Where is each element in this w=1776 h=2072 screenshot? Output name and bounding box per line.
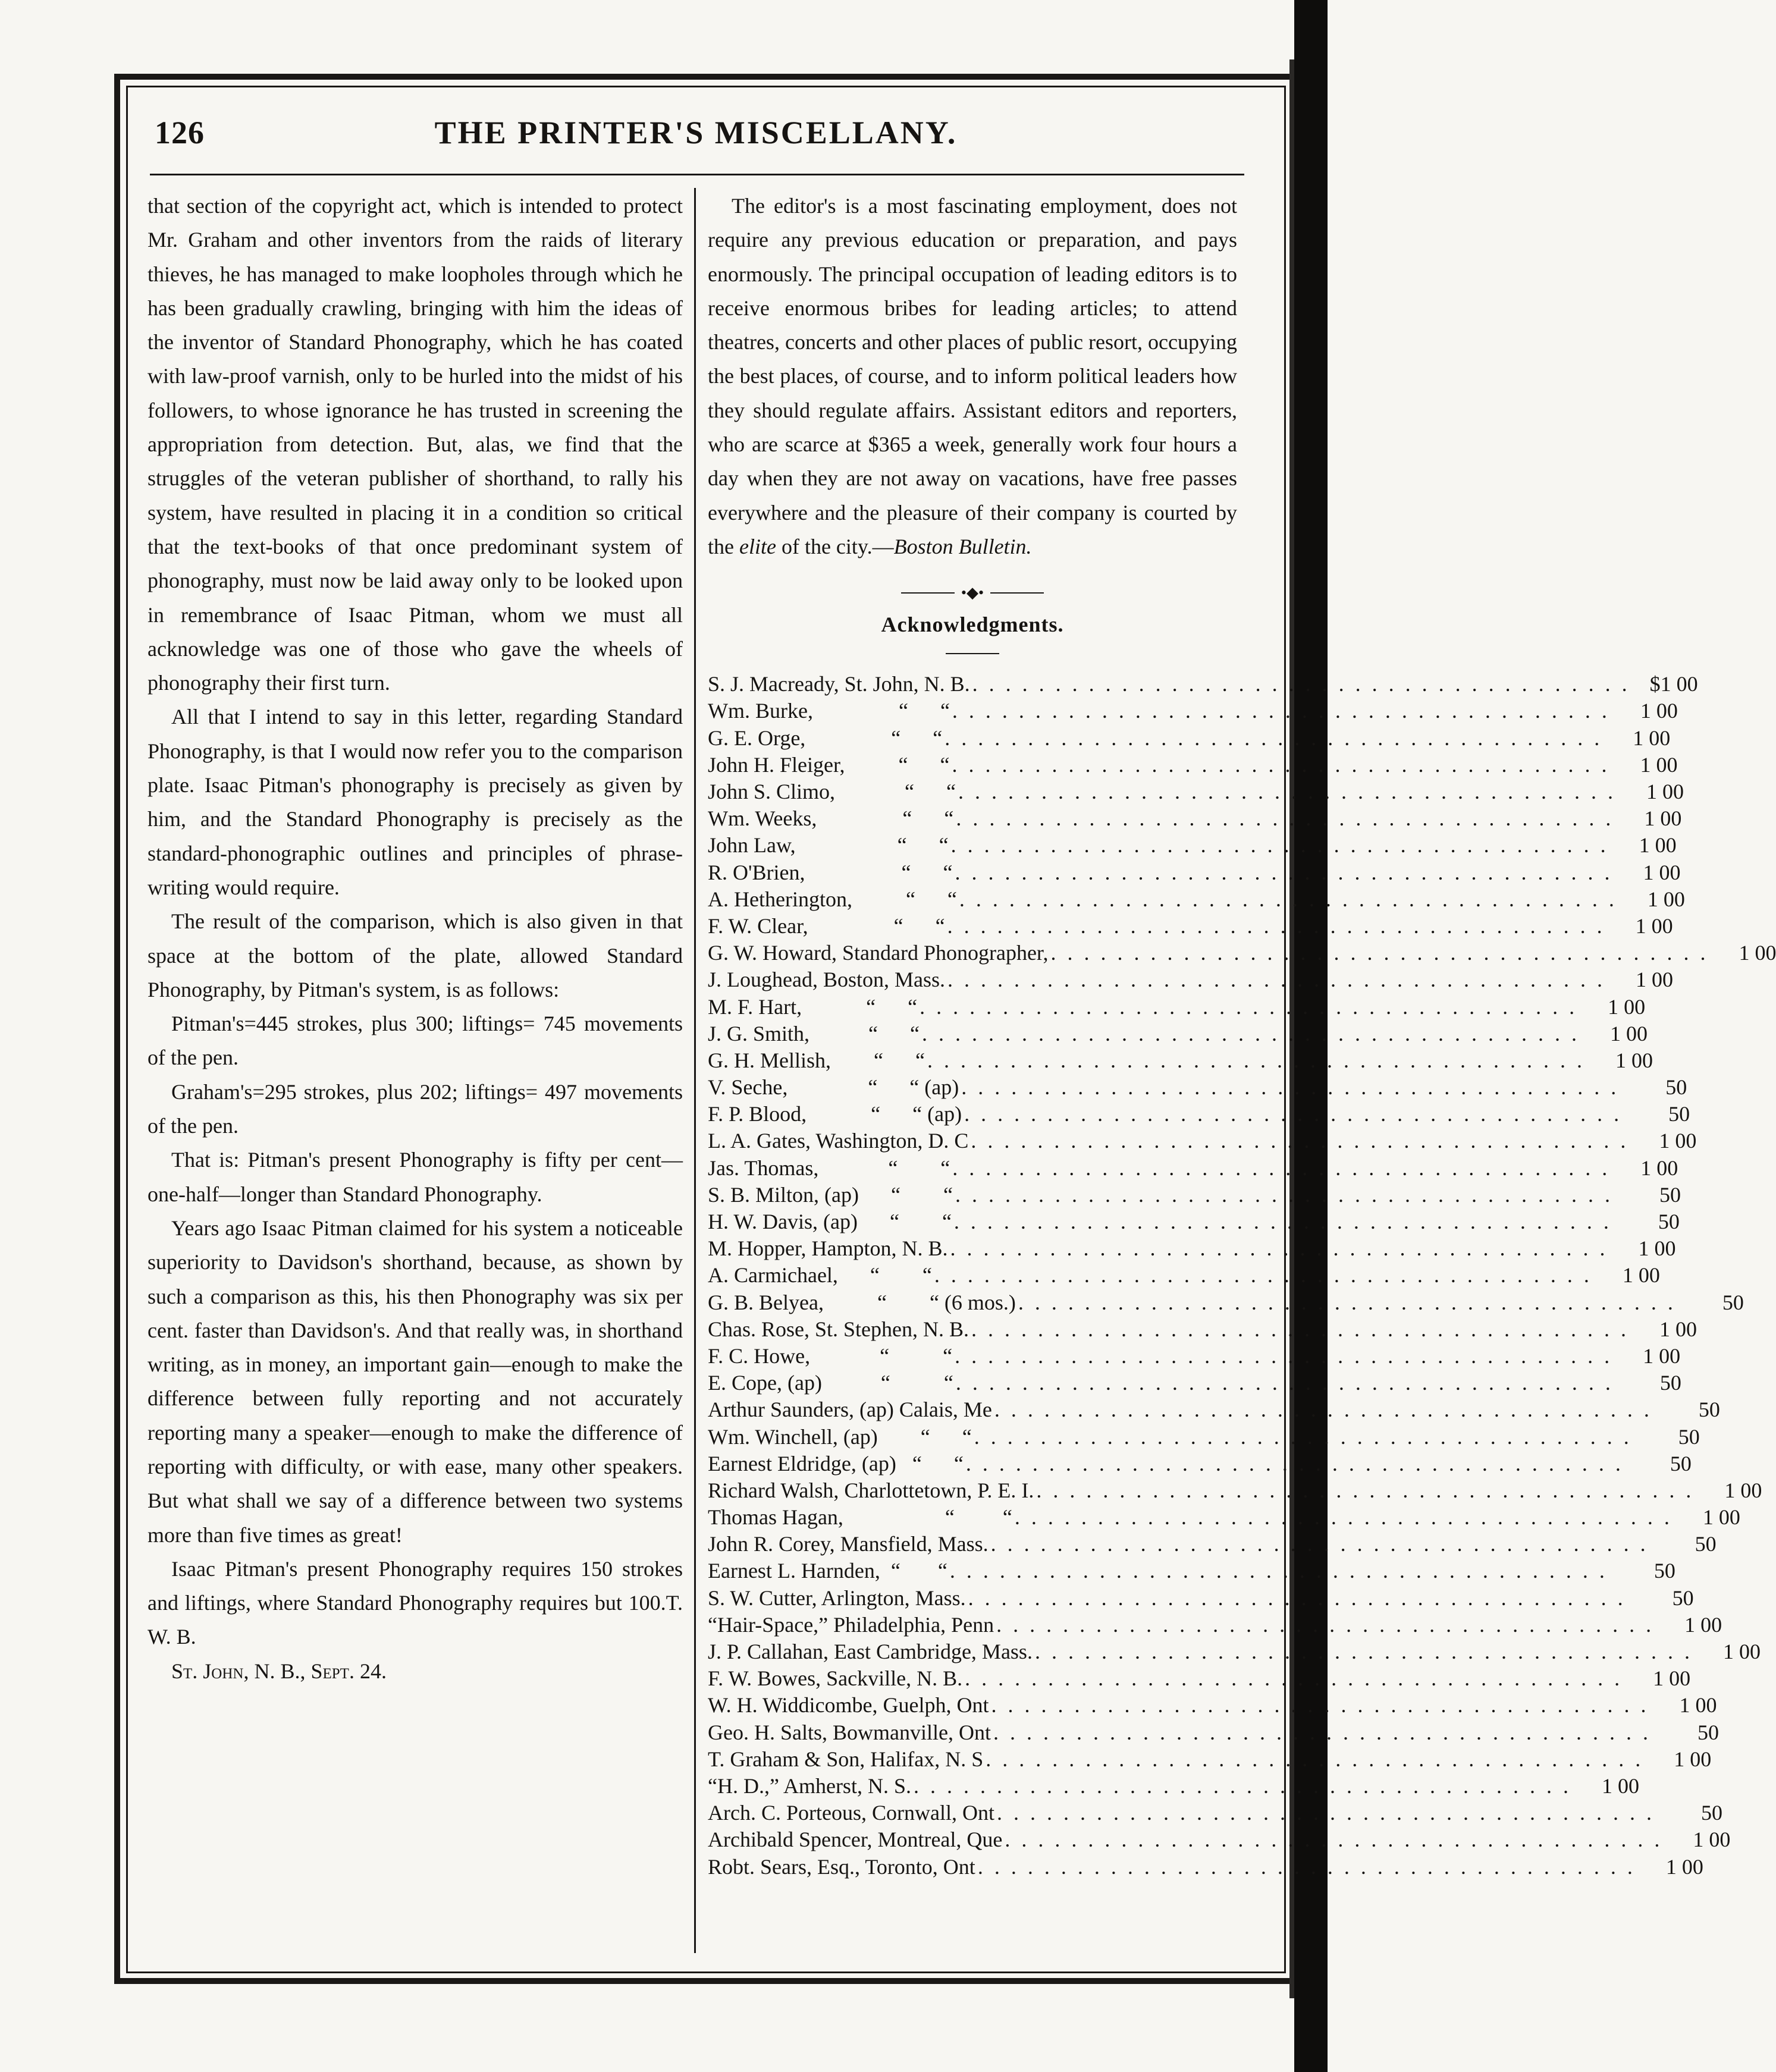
list-item [708, 1343, 1681, 1370]
ack-amount: 50 [1678, 1424, 1700, 1449]
dot-leader: . . . . . . . . . . . . . . . . . . . . . . . . . . . . . . . . . . . . . . . . [949, 1559, 1608, 1583]
list-item [708, 1262, 1660, 1289]
ack-name: Arch. C. Porteous, Cornwall, Ont [708, 1801, 994, 1825]
dot-leader: . . . . . . . . . . . . . . . . . . . . . . . . . . . . . . . . . . . . . . . . [968, 1586, 1626, 1610]
ack-amount: 1 00 [1643, 1343, 1681, 1368]
dot-leader: . . . . . . . . . . . . . . . . . . . . . . . . . . . . . . . . . . . . . . . . [991, 1693, 1649, 1718]
ack-amount: 50 [1659, 1182, 1681, 1207]
dot-leader: . . . . . . . . . . . . . . . . . . . . . . . . . . . . . . . . . . . . . . . . [972, 672, 1630, 696]
ack-name: J. G. Smith, “ “ [708, 1021, 920, 1046]
paragraph: All that I intend to say in this letter, regarding Standard Phonography, is that I would now refer you to the comparison plate. Isaac Pitman's phonography is precisely as given by him, and the Standard Phonography is precisely as the standard-phonographic outlines and principles of phrase-writing would require. [148, 705, 683, 899]
running-title: THE PRINTER'S MISCELLANY. [434, 115, 958, 150]
dot-leader: . . . . . . . . . . . . . . . . . . . . . . . . . . . . . . . . . . . . . . . . [1036, 1478, 1695, 1502]
ack-name: S. B. Milton, (ap) “ “ [708, 1182, 953, 1207]
dot-leader: . . . . . . . . . . . . . . . . . . . . . . . . . . . . . . . . . . . . . . . . [950, 833, 1609, 858]
dot-leader: . . . . . . . . . . . . . . . . . . . . . . . . . . . . . . . . . . . . . . . . [952, 1156, 1611, 1180]
paragraph: The result of the comparison, which is also given in that space at the bottom of the plate, allowed Standard Phonography, by Pitman's system, is as follows: [148, 909, 683, 1002]
editor-text-end: of the city.— [776, 534, 894, 558]
ack-amount: 50 [1700, 1801, 1722, 1825]
ack-name: G. E. Orge, “ “ [708, 726, 943, 750]
dot-leader: . . . . . . . . . . . . . . . . . . . . . . . . . . . . . . . . . . . . . . . . [965, 1666, 1623, 1691]
ack-amount: 50 [1668, 1102, 1690, 1126]
ack-amount: 1 00 [1639, 833, 1677, 858]
ack-amount: 50 [1665, 1075, 1687, 1100]
dot-leader: . . . . . . . . . . . . . . . . . . . . . . . . . . . . . . . . . . . . . . . . [955, 1371, 1614, 1395]
ack-name: A. Hetherington, “ “ [708, 887, 957, 911]
list-item [708, 1719, 1719, 1746]
dot-leader: . . . . . . . . . . . . . . . . . . . . . . . . . . . . . . . . . . . . . . . . [971, 1129, 1629, 1153]
list-item [708, 1854, 1703, 1881]
dot-leader: . . . . . . . . . . . . . . . . . . . . . . . . . . . . . . . . . . . . . . . . [947, 968, 1605, 992]
ack-name: W. H. Widdicombe, Guelph, Ont [708, 1693, 989, 1718]
elite-word: elite [739, 534, 776, 558]
list-item [708, 1155, 1678, 1182]
ack-name: Wm. Winchell, (ap) “ “ [708, 1424, 972, 1449]
acknowledgments-heading: Acknowledgments. [881, 613, 1064, 637]
list-item [708, 1182, 1681, 1208]
ack-amount: 1 00 [1674, 1747, 1712, 1771]
dot-leader: . . . . . . . . . . . . . . . . . . . . . . . . . . . . . . . . . . . . . . . . [955, 1343, 1613, 1368]
ack-name: J. Loughead, Boston, Mass. [708, 968, 945, 992]
ack-amount: 1 00 [1679, 1693, 1717, 1718]
ack-amount: 1 00 [1622, 1263, 1660, 1288]
ornament-glyph: •◆• [961, 584, 984, 602]
list-item [708, 913, 1673, 940]
list-item [708, 1074, 1687, 1101]
list-item [708, 1047, 1653, 1074]
ack-amount: 1 00 [1722, 1640, 1761, 1664]
ack-amount: 1 00 [1644, 806, 1682, 831]
ack-amount: 1 00 [1601, 1773, 1639, 1798]
list-item [708, 1424, 1700, 1451]
dot-leader: . . . . . . . . . . . . . . . . . . . . . . . . . . . . . . . . . . . . . . . . [965, 1451, 1624, 1475]
dot-leader: . . . . . . . . . . . . . . . . . . . . . . . . . . . . . . . . . . . . . . . . [947, 913, 1605, 938]
ack-amount: 1 00 [1640, 1156, 1678, 1180]
right-column [708, 189, 1776, 1881]
dot-leader: . . . . . . . . . . . . . . . . . . . . . . . . . . . . . . . . . . . . . . . . [994, 1398, 1652, 1422]
dot-leader: . . . . . . . . . . . . . . . . . . . . . . . . . . . . . . . . . . . . . . . . [934, 1263, 1592, 1288]
ack-name: S. W. Cutter, Arlington, Mass. [708, 1586, 966, 1610]
list-item [708, 1021, 1648, 1047]
ack-name: Earnest L. Harnden, “ “ [708, 1559, 947, 1583]
paragraph [148, 1552, 683, 1655]
list-item [708, 859, 1681, 886]
ack-amount: 1 00 [1608, 994, 1646, 1019]
ack-name: J. P. Callahan, East Cambridge, Mass. [708, 1640, 1033, 1664]
list-item [708, 1585, 1694, 1612]
list-item [708, 940, 1776, 966]
dot-leader: . . . . . . . . . . . . . . . . . . . . . . . . . . . . . . . . . . . . . . . . [974, 1424, 1632, 1449]
ack-name: M. F. Hart, “ “ [708, 994, 918, 1019]
list-item [708, 805, 1682, 832]
ack-amount: 1 00 [1702, 1505, 1740, 1530]
ack-amount: 50 [1653, 1559, 1675, 1583]
ack-name: Thomas Hagan, “ “ [708, 1505, 1012, 1530]
ack-amount: 50 [1695, 1532, 1717, 1556]
ornament-line-left [901, 592, 955, 594]
ack-amount: 1 00 [1659, 1129, 1697, 1153]
ack-amount: 50 [1659, 1371, 1681, 1395]
ack-name: F. W. Bowes, Sackville, N. B. [708, 1666, 963, 1691]
list-item [708, 1477, 1762, 1504]
acknowledgments-list [708, 671, 1776, 1880]
list-item [708, 1638, 1761, 1665]
dot-leader: . . . . . . . . . . . . . . . . . . . . . . . . . . . . . . . . . . . . . . . . [977, 1854, 1636, 1879]
list-item [708, 832, 1677, 859]
list-item [708, 1746, 1712, 1773]
ack-name: John R. Corey, Mansfield, Mass. [708, 1532, 989, 1556]
list-item [708, 886, 1685, 913]
dot-leader: . . . . . . . . . . . . . . . . . . . . . . . . . . . . . . . . . . . . . . . . [955, 1182, 1613, 1207]
ack-name: Jas. Thomas, “ “ [708, 1156, 950, 1180]
running-header [143, 114, 1249, 162]
list-item [708, 1773, 1639, 1800]
dot-leader: . . . . . . . . . . . . . . . . . . . . . . . . . . . . . . . . . . . . . . . . [986, 1747, 1644, 1771]
dot-leader: . . . . . . . . . . . . . . . . . . . . . . . . . . . . . . . . . . . . . . . . [996, 1612, 1655, 1637]
ack-name: F. W. Clear, “ “ [708, 913, 945, 938]
ack-amount: 1 00 [1665, 1854, 1703, 1879]
ack-amount: $1 00 [1649, 672, 1698, 696]
list-item [708, 752, 1678, 778]
ack-name: G. B. Belyea, “ “ (6 mos.) [708, 1290, 1016, 1314]
column-rule [694, 188, 696, 1953]
ack-name: Richard Walsh, Charlottetown, P. E. I. [708, 1478, 1034, 1502]
list-item [708, 1558, 1675, 1584]
ack-amount: 1 00 [1659, 1317, 1697, 1341]
list-item [708, 1208, 1680, 1235]
ack-amount: 50 [1722, 1290, 1744, 1314]
dot-leader: . . . . . . . . . . . . . . . . . . . . . . . . . . . . . . . . . . . . . . . . [1005, 1828, 1663, 1852]
editor-text: The editor's is a most fascinating employment, does not require any previous education or preparation, and pays enormously. The principal occupation of leading editors is to receive enormous bribes for leading articles; to attend theatres, concerts and other places of public resort, occupying the best places, of course, and to inform political leaders how they should regulate affairs. Assistant editors and reporters, who are scarce at $365 a week, generally work four hours a day when they are not away on vacations, have free passes everywhere and the pleasure of their company is courted by the [708, 194, 1237, 558]
list-item [708, 1665, 1691, 1692]
dot-leader: . . . . . . . . . . . . . . . . . . . . . . . . . . . . . . . . . . . . . . . . [952, 699, 1610, 723]
dot-leader: . . . . . . . . . . . . . . . . . . . . . . . . . . . . . . . . . . . . . . . . [955, 860, 1613, 884]
list-item [708, 1531, 1717, 1558]
paragraph: Graham's=295 strokes, plus 202; liftings= 497 movements of the pen. [148, 1079, 683, 1138]
ack-name: M. Hopper, Hampton, N. B. [708, 1236, 948, 1261]
paragraph: Pitman's=445 strokes, plus 300; liftings= 745 movements of the pen. [148, 1012, 683, 1070]
dot-leader: . . . . . . . . . . . . . . . . . . . . . . . . . . . . . . . . . . . . . . . . [1034, 1640, 1693, 1664]
ack-name: F. C. Howe, “ “ [708, 1343, 953, 1368]
closing-text: Isaac Pitman's present Phonography requires 150 strokes and liftings, where Standard Phonography requires but 100. [148, 1556, 683, 1615]
ack-name: Geo. H. Salts, Bowmanville, Ont [708, 1720, 991, 1744]
editor-paragraph [708, 189, 1237, 564]
list-item [708, 1800, 1722, 1826]
ack-amount: 1 00 [1643, 860, 1681, 884]
list-item [708, 725, 1671, 752]
list-item [708, 698, 1678, 724]
dot-leader: . . . . . . . . . . . . . . . . . . . . . . . . . . . . . . . . . . . . . . . . [990, 1532, 1649, 1556]
ack-name: Archibald Spencer, Montreal, Que [708, 1828, 1003, 1852]
ornament-line-right [990, 592, 1044, 594]
ack-name: F. P. Blood, “ “ (ap) [708, 1102, 962, 1126]
ack-name: Robt. Sears, Esq., Toronto, Ont [708, 1854, 975, 1879]
ack-amount: 1 00 [1615, 1048, 1653, 1072]
dot-leader: . . . . . . . . . . . . . . . . . . . . . . . . . . . . . . . . . . . . . . . . [913, 1773, 1571, 1798]
list-item [708, 1235, 1676, 1262]
ack-amount: 1 00 [1724, 1478, 1762, 1502]
signature: T. W. B. [148, 1591, 683, 1649]
list-item [708, 1101, 1690, 1128]
list-item [708, 1128, 1697, 1154]
dot-leader: . . . . . . . . . . . . . . . . . . . . . . . . . . . . . . . . . . . . . . . . [958, 780, 1617, 804]
header-rule [150, 174, 1244, 175]
ack-name: R. O'Brien, “ “ [708, 860, 953, 884]
ack-name: G. W. Howard, Standard Phonographer, [708, 941, 1049, 965]
ack-name: “H. D.,” Amherst, N. S. [708, 1773, 911, 1798]
ack-amount: 1 00 [1739, 941, 1776, 965]
dot-leader: . . . . . . . . . . . . . . . . . . . . . . . . . . . . . . . . . . . . . . . . [927, 1048, 1585, 1072]
ack-name: T. Graham & Son, Halifax, N. S [708, 1747, 984, 1771]
ack-amount: 1 00 [1610, 1021, 1648, 1046]
dot-leader: . . . . . . . . . . . . . . . . . . . . . . . . . . . . . . . . . . . . . . . . [950, 1236, 1608, 1261]
dot-leader: . . . . . . . . . . . . . . . . . . . . . . . . . . . . . . . . . . . . . . . . [922, 1021, 1580, 1046]
ack-amount: 50 [1697, 1720, 1719, 1744]
list-item [708, 1289, 1744, 1316]
dot-leader: . . . . . . . . . . . . . . . . . . . . . . . . . . . . . . . . . . . . . . . . [996, 1801, 1655, 1825]
list-item [708, 1692, 1717, 1719]
ornament-divider [901, 584, 1044, 602]
ack-name: G. H. Mellish, “ “ [708, 1048, 925, 1072]
ack-amount: 50 [1658, 1210, 1680, 1234]
ack-amount: 50 [1698, 1398, 1720, 1422]
ack-amount: 50 [1672, 1586, 1694, 1610]
ack-name: John S. Climo, “ “ [708, 780, 956, 804]
list-item [708, 1451, 1692, 1477]
ack-name: Arthur Saunders, (ap) Calais, Me [708, 1398, 992, 1422]
dot-leader: . . . . . . . . . . . . . . . . . . . . . . . . . . . . . . . . . . . . . . . . [953, 1210, 1612, 1234]
ack-name: A. Carmichael, “ “ [708, 1263, 932, 1288]
ack-name: Wm. Burke, “ “ [708, 699, 950, 723]
ack-amount: 1 00 [1646, 780, 1684, 804]
ack-name: S. J. Macready, St. John, N. B. [708, 672, 970, 696]
heading-rule [946, 653, 999, 654]
ack-amount: 50 [1670, 1451, 1692, 1475]
ack-amount: 1 00 [1640, 752, 1678, 777]
source-citation: Boston Bulletin. [893, 534, 1032, 558]
dot-leader: . . . . . . . . . . . . . . . . . . . . . . . . . . . . . . . . . . . . . . . . [964, 1102, 1623, 1126]
ack-name: John Law, “ “ [708, 833, 949, 858]
list-item [708, 1316, 1697, 1343]
ack-name: V. Seche, “ “ (ap) [708, 1075, 959, 1100]
left-column [148, 189, 683, 1688]
ack-amount: 1 00 [1633, 726, 1671, 750]
paragraph: That is: Pitman's present Phonography is fifty per cent—one-half—longer than Standard Phonography. [148, 1148, 683, 1206]
ack-name: Wm. Weeks, “ “ [708, 806, 954, 831]
ack-amount: 1 00 [1684, 1612, 1722, 1637]
dot-leader: . . . . . . . . . . . . . . . . . . . . . . . . . . . . . . . . . . . . . . . . [1014, 1505, 1673, 1530]
list-item [708, 1826, 1731, 1853]
dot-leader: . . . . . . . . . . . . . . . . . . . . . . . . . . . . . . . . . . . . . . . . [959, 887, 1617, 911]
dot-leader: . . . . . . . . . . . . . . . . . . . . . . . . . . . . . . . . . . . . . . . . [956, 806, 1614, 831]
dot-leader: . . . . . . . . . . . . . . . . . . . . . . . . . . . . . . . . . . . . . . . . [993, 1720, 1651, 1744]
ack-amount: 1 00 [1640, 699, 1678, 723]
ack-name: “Hair-Space,” Philadelphia, Penn [708, 1612, 994, 1637]
ack-name: Earnest Eldridge, (ap) “ “ [708, 1451, 964, 1475]
ack-amount: 1 00 [1647, 887, 1685, 911]
dot-leader: . . . . . . . . . . . . . . . . . . . . . . . . . . . . . . . . . . . . . . . . [961, 1075, 1620, 1100]
paragraph: Years ago Isaac Pitman claimed for his system a noticeable superiority to Davidson's shorthand, because, as shown by such a comparison as this, his then Phonography was six per cent. faster than Davidson's. And that really was, in shorthand writing, as in money, an important gain—enough to make the difference between fully reporting and not accurately reporting many a speaker—enough to make the difference of reporting with difficulty, or with ease, many other speakers. But what shall we say of a difference between two systems more than five times as great! [148, 1216, 683, 1547]
page-number: 126 [155, 115, 205, 150]
dot-leader: . . . . . . . . . . . . . . . . . . . . . . . . . . . . . . . . . . . . . . . . [952, 752, 1610, 777]
ack-amount: 1 00 [1653, 1666, 1691, 1691]
dot-leader: . . . . . . . . . . . . . . . . . . . . . . . . . . . . . . . . . . . . . . . . [1050, 941, 1709, 965]
ack-name: E. Cope, (ap) “ “ [708, 1371, 953, 1395]
ack-name: John H. Fleiger, “ “ [708, 752, 950, 777]
dot-leader: . . . . . . . . . . . . . . . . . . . . . . . . . . . . . . . . . . . . . . . . [920, 994, 1578, 1019]
ack-amount: 1 00 [1636, 968, 1673, 992]
list-item [708, 1504, 1740, 1531]
paragraph: that section of the copyright act, which is intended to protect Mr. Graham and other inventors from the raids of literary thieves, he has managed to make loopholes through which he has been gradually crawling, bringing with him the ideas of the inventor of Standard Phonography, which he has coated with law-proof varnish, only to be hurled into the midst of his followers, to whose ignorance he has trusted in screening the appropriation from detection. But, alas, we find that the struggles of the veteran publisher of shorthand, to rally his system, have resulted in placing it in a condition so critical that the text-books of that once predominant system of phonography, must now be laid away only to be looked upon in remembrance of Isaac Pitman, whom we must all acknowledge was one of those who gave the wheels of phonography their first turn. [148, 194, 683, 695]
ack-name: L. A. Gates, Washington, D. C [708, 1129, 969, 1153]
ack-amount: 1 00 [1635, 913, 1673, 938]
list-item [708, 778, 1684, 805]
dot-leader: . . . . . . . . . . . . . . . . . . . . . . . . . . . . . . . . . . . . . . . . [971, 1317, 1630, 1341]
dateline: St. John, N. B., Sept. 24. [171, 1659, 387, 1683]
dot-leader: . . . . . . . . . . . . . . . . . . . . . . . . . . . . . . . . . . . . . . . . [1018, 1290, 1676, 1314]
list-item [708, 1612, 1722, 1638]
list-item [708, 1370, 1681, 1396]
list-item [708, 1396, 1720, 1423]
list-item [708, 671, 1698, 698]
list-item [708, 994, 1646, 1021]
ack-amount: 1 00 [1638, 1236, 1676, 1261]
dot-leader: . . . . . . . . . . . . . . . . . . . . . . . . . . . . . . . . . . . . . . . . [945, 726, 1603, 750]
ack-name: Chas. Rose, St. Stephen, N. B. [708, 1317, 969, 1341]
ack-name: H. W. Davis, (ap) “ “ [708, 1210, 952, 1234]
ack-amount: 1 00 [1693, 1828, 1731, 1852]
list-item [708, 966, 1673, 993]
